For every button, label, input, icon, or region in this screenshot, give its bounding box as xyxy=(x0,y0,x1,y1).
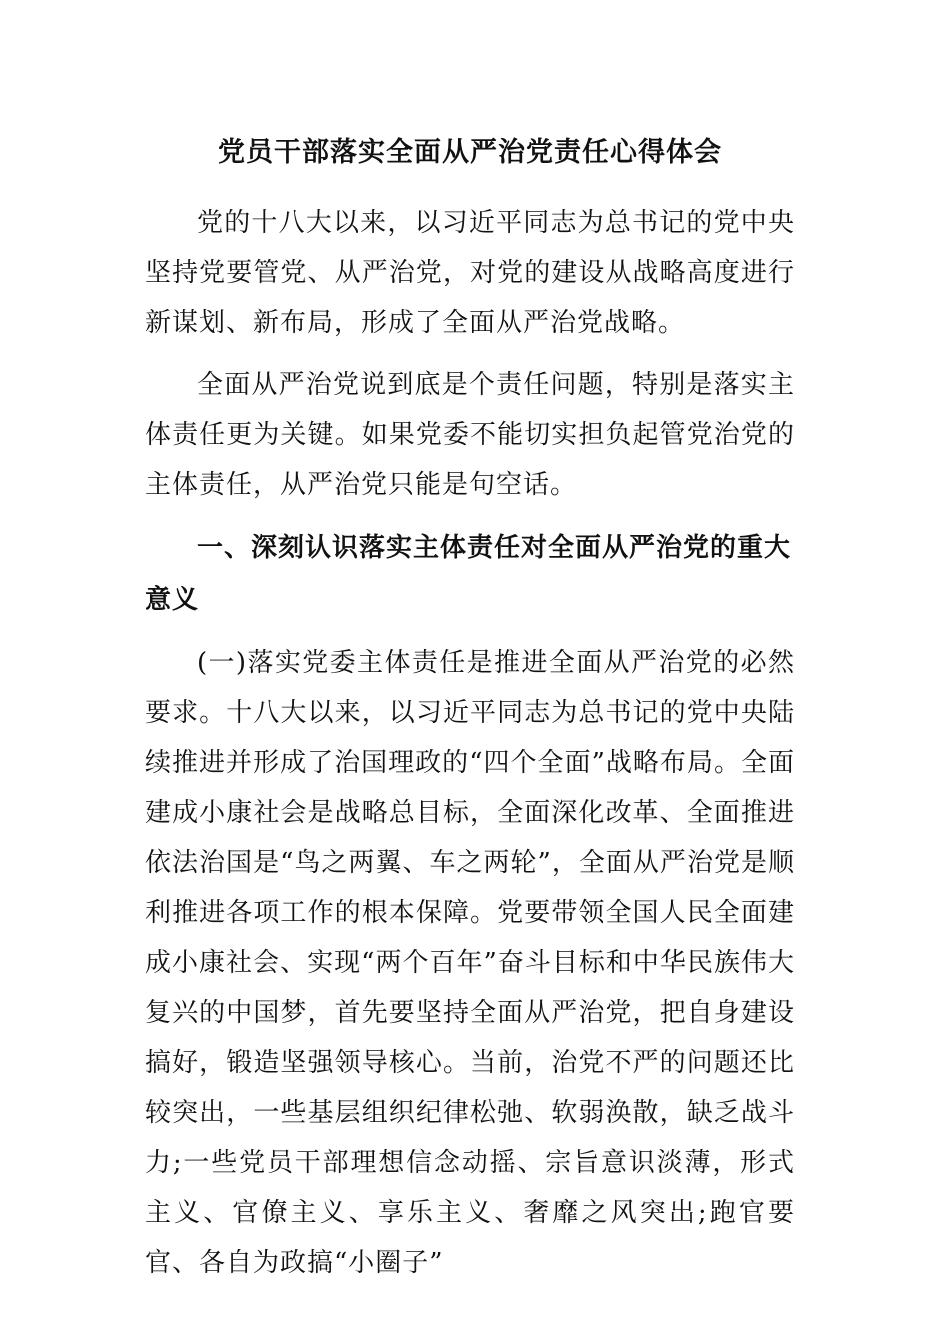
paragraph-intro: 党的十八大以来，以习近平同志为总书记的党中央坚持党要管党、从严治党，对党的建设从战略高度进行新谋划、新布局，形成了全面从严治党战略。 xyxy=(145,208,795,338)
document-body xyxy=(145,128,795,1288)
section-paragraph: (一)落实党委主体责任是推进全面从严治党的必然要求。十八大以来，以习近平同志为总书记的党中央陆续推进并形成了治国理政的“四个全面”战略布局。全面建成小康社会是战略总目标，全面深化改革、全面推进依法治国是“鸟之两翼、车之两轮”，全面从严治党是顺利推进各项工作的根本保障。党要带领全国人民全面建成小康社会、实现“两个百年”奋斗目标和中华民族伟大复兴的中国梦，首先要坚持全面从严治党，把自身建设搞好，锻造坚强领导核心。当前，治党不严的问题还比较突出，一些基层组织纪律松弛、软弱涣散，缺乏战斗力;一些党员干部理想信念动摇、宗旨意识淡薄，形式主义、官僚主义、享乐主义、奢靡之风突出;跑官要官、各自为政搞“小圈子” xyxy=(145,648,795,1278)
paragraph-responsibility: 全面从严治党说到底是个责任问题，特别是落实主体责任更为关键。如果党委不能切实担负起管党治党的主体责任，从严治党只能是句空话。 xyxy=(145,370,795,500)
document-title: 党员干部落实全面从严治党责任心得体会 xyxy=(218,137,722,168)
section-heading: 一、深刻认识落实主体责任对全面从严治党的重大意义 xyxy=(145,533,792,615)
